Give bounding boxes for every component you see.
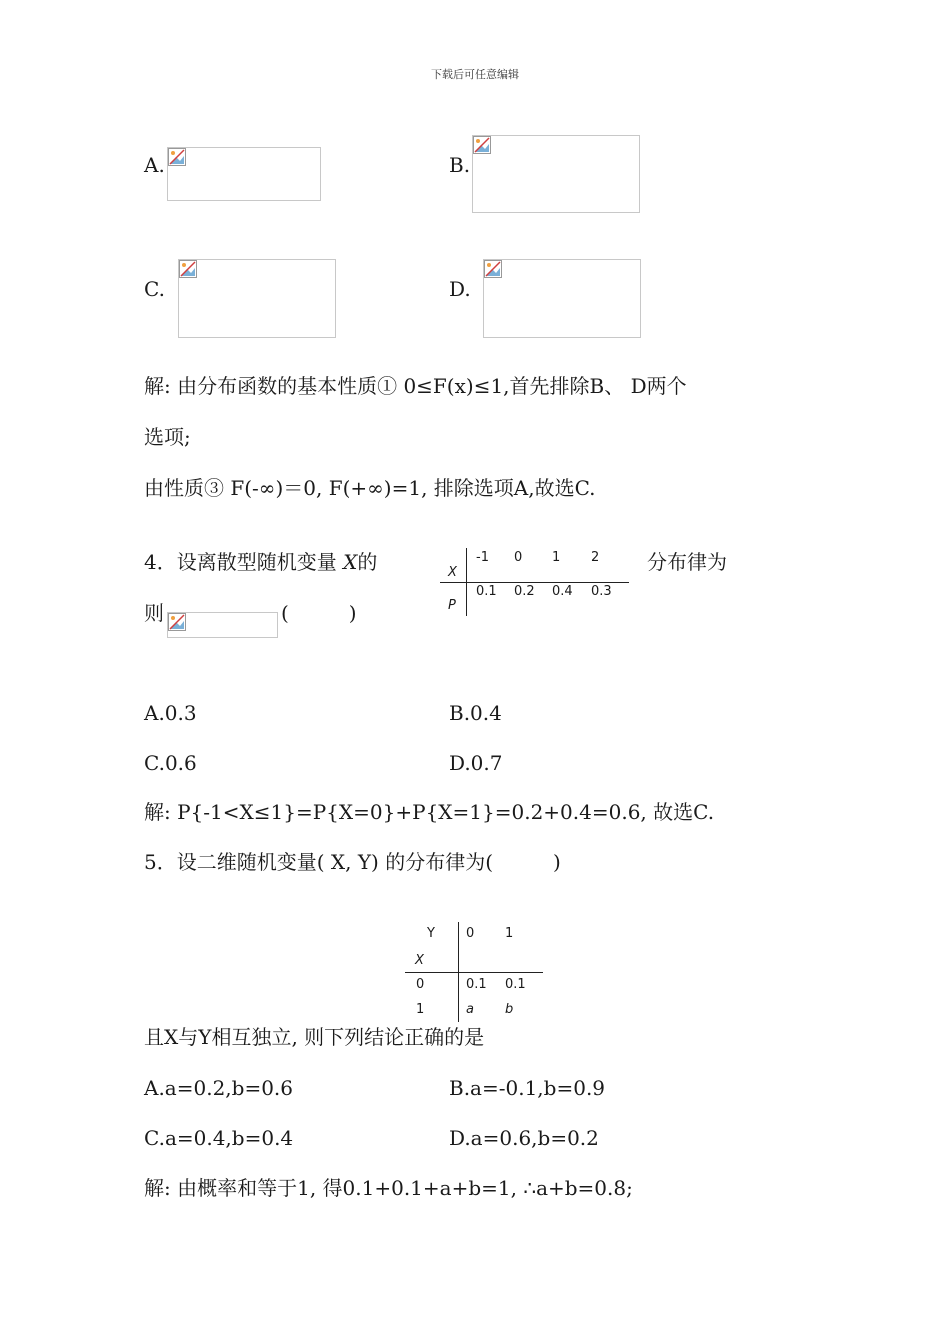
q5-table-cell-10: a xyxy=(466,1002,474,1017)
page-header: 下载后可任意编辑 xyxy=(431,68,519,81)
q5-table-x-label: X xyxy=(415,953,424,968)
q3-option-c-label: C. xyxy=(144,277,165,301)
q4-table-p0: 0.1 xyxy=(476,584,497,599)
q5-table-cell-11: b xyxy=(505,1002,514,1017)
q5-table-cell-01: 0.1 xyxy=(505,977,526,992)
q4-table-x2: 1 xyxy=(552,550,561,565)
q4-option-a: A.0.3 xyxy=(144,701,197,725)
q4-stem-mid: 的 xyxy=(357,550,378,574)
q5-table-cell-00: 0.1 xyxy=(466,977,487,992)
q4-stem xyxy=(144,550,377,574)
q4-solution: 解: P{-1<X≤1}=P{X=0}+P{X=1}=0.2+0.4=0.6, 故选C. xyxy=(144,800,715,824)
q4-option-c: C.0.6 xyxy=(144,751,197,775)
q5-table-x1: 1 xyxy=(416,1002,425,1017)
q3-option-b-label: B. xyxy=(449,153,471,177)
q4-option-b: B.0.4 xyxy=(449,701,502,725)
q4-table-p1: 0.2 xyxy=(514,584,535,599)
q3-solution-line-3: 由性质③ F(-∞)＝0, F(+∞)=1, 排除选项A,故选C. xyxy=(144,476,596,500)
q4-table-p2: 0.4 xyxy=(552,584,573,599)
q4-then: 则 xyxy=(144,601,164,625)
q5-option-a: A.a=0.2,b=0.6 xyxy=(144,1076,294,1100)
broken-image-icon xyxy=(179,260,197,278)
broken-image-icon xyxy=(473,136,491,154)
broken-image-icon xyxy=(168,613,186,631)
q3-option-a-label: A. xyxy=(144,153,165,177)
q4-stem-var: X xyxy=(343,550,358,574)
broken-image-icon xyxy=(484,260,502,278)
q3-option-a-image xyxy=(167,147,321,201)
q4-table-x-label: X xyxy=(448,565,457,580)
q5-table-y1: 1 xyxy=(505,926,514,941)
q3-option-c-image xyxy=(178,259,336,338)
q3-option-d-label: D. xyxy=(449,277,471,301)
q4-table-x0: -1 xyxy=(476,550,489,565)
q5-option-b: B.a=-0.1,b=0.9 xyxy=(449,1076,606,1100)
q4-stem-end: 分布律为 xyxy=(647,550,727,574)
q5-table-x0: 0 xyxy=(416,977,425,992)
q5-joint-table xyxy=(405,922,545,1022)
q5-table-y-label: Y xyxy=(427,926,435,941)
q3-option-b-image xyxy=(472,135,640,213)
q4-stem-start: 4．设离散型随机变量 xyxy=(144,550,344,574)
q5-option-d: D.a=0.6,b=0.2 xyxy=(449,1126,599,1150)
q5-stem: 5．设二维随机变量( X, Y) 的分布律为( ) xyxy=(144,850,561,874)
q4-paren: ( ) xyxy=(281,601,357,625)
q4-formula-image xyxy=(167,612,278,638)
q5-table-y0: 0 xyxy=(466,926,475,941)
q5-table-hline xyxy=(405,972,543,973)
q4-table-x1: 0 xyxy=(514,550,523,565)
q3-option-d-image xyxy=(483,259,641,338)
q4-table-x3: 2 xyxy=(591,550,600,565)
q4-table-hline xyxy=(440,582,629,583)
q3-solution-line-1: 解: 由分布函数的基本性质① 0≤F(x)≤1,首先排除B、 D两个 xyxy=(144,374,687,398)
q4-option-d: D.0.7 xyxy=(449,751,503,775)
q4-table-p-label: P xyxy=(448,598,456,613)
broken-image-icon xyxy=(168,148,186,166)
q5-option-c: C.a=0.4,b=0.4 xyxy=(144,1126,294,1150)
q3-solution-line-2: 选项; xyxy=(144,425,191,449)
q5-solution: 解: 由概率和等于1, 得0.1+0.1+a+b=1, ∴a+b=0.8; xyxy=(144,1176,633,1200)
q4-distribution-table xyxy=(438,548,630,618)
q5-condition: 且X与Y相互独立, 则下列结论正确的是 xyxy=(144,1025,485,1049)
q4-table-p3: 0.3 xyxy=(591,584,612,599)
